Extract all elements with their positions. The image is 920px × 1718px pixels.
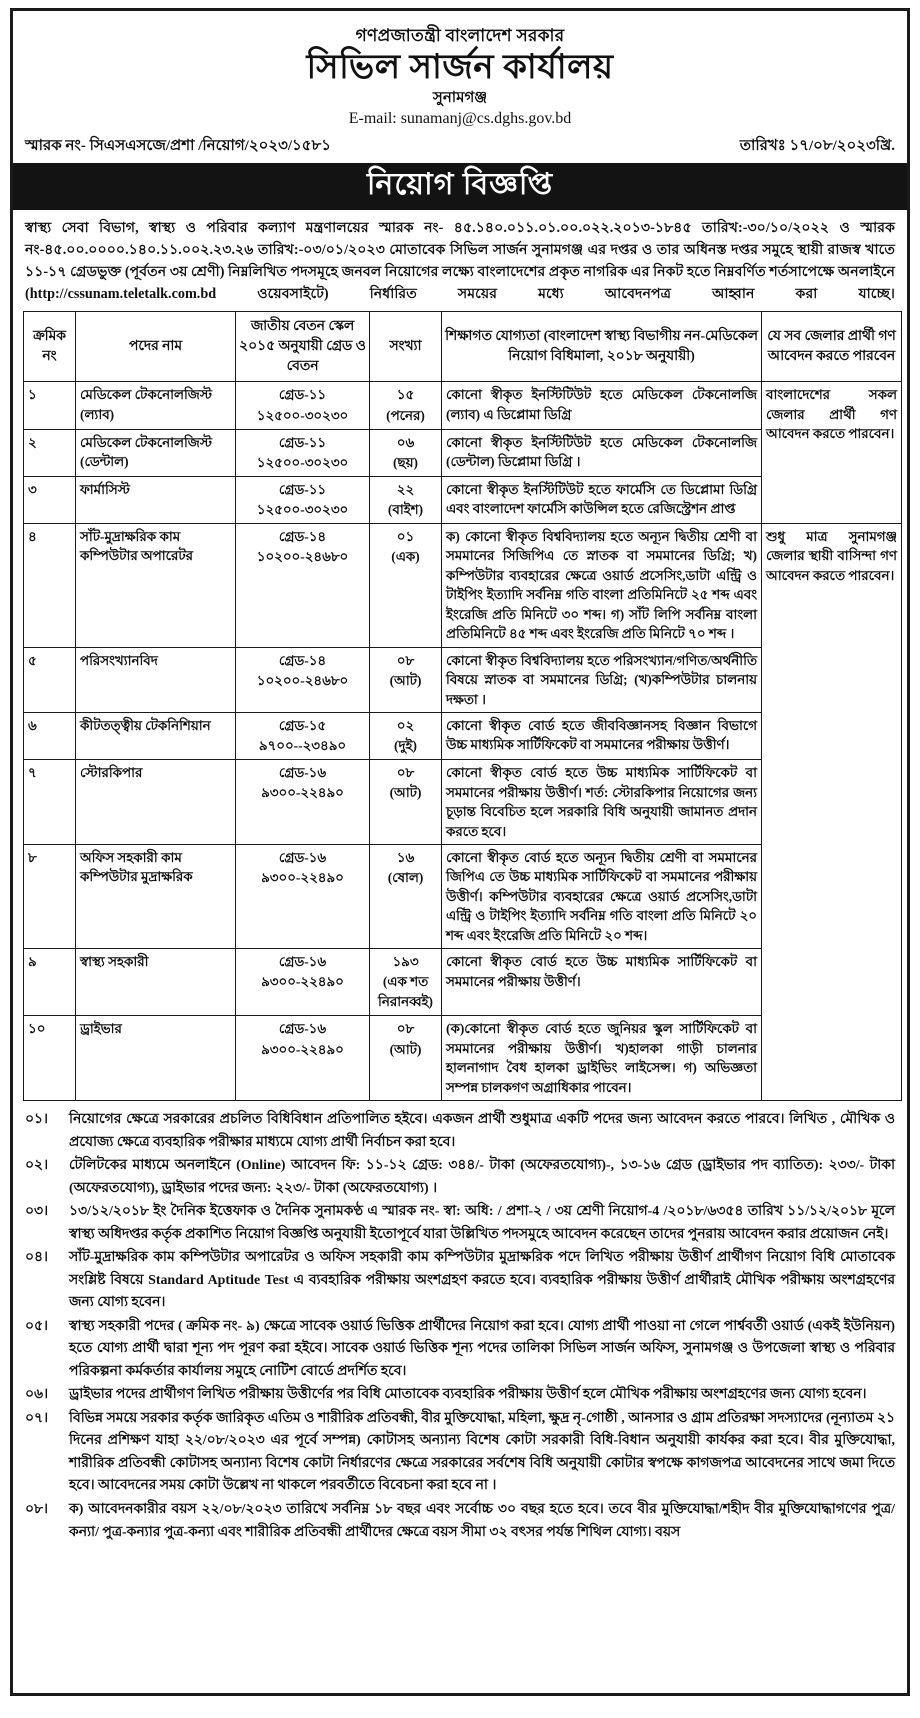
pay-range: ৯৭০০--২৩৪৯০	[258, 738, 347, 754]
cell-education: কোনো স্বীকৃত বোর্ড হতে উচ্চ মাধ্যমিক সার্টিফিকেট বা সমমানের পরীক্ষায় উত্তীর্ণ। শর্ত: স্টোরকিপার নিয়োগের জন্য চূড়ান্ত বিবেচিত হলে সরকারি বিধি অনুযায়ী জামানত প্রদান করতে হবে।	[442, 760, 762, 845]
memo-number: স্মারক নং- সিএসএসজে/প্রশা /নিয়োগ/২০২৩/১৫৮১	[25, 137, 331, 154]
memo-date: তারিখঃ ১৭/০৮/২০২৩খ্রি.	[739, 137, 895, 154]
note-text: ক) আবেদনকারীর বয়স ২২/০৮/২০২৩ তারিখে সর্বনিম্ন ১৮ বছর এবং সর্বোচ্চ ৩০ বছর হতে হবে। তবে বীর মুক্তিযোদ্ধা/শহীদ বীর মুক্তিযোদ্ধাগণের পুত্র/কন্যা/ পুত্র-কন্যার পুত্র-কন্যা এবং শারীরিক প্রতিবন্ধী প্রার্থীদের ক্ষেত্রে বয়স সীমা ৩২ বৎসর পর্যন্ত শিথিল যোগ্য। বয়স	[69, 1501, 895, 1540]
cell-pay-scale	[236, 382, 370, 429]
note-marker: ০৬।	[25, 1387, 49, 1403]
office-email: E-mail: sunamanj@cs.dghs.gov.bd	[348, 110, 572, 128]
cell-vacancy-count	[370, 760, 442, 845]
cell-vacancy-count	[370, 476, 442, 523]
note-text: বিভিন্ন সময়ে সরকার কর্তৃক জারিকৃত এতিম ও শারীরিক প্রতিবন্ধী, বীর মুক্তিযোদ্ধা, মহিলা, ক্ষুদ্র নৃ-গোষ্ঠী , আনসার ও গ্রাম প্রতিরক্ষা সদস্যাদের (নূন্যাতম ২১ দিনের প্রশিক্ষণ যাহা ২২/০৮/২০২৩ এর পূর্বে সম্পন্ন) কোটাসহ অন্যান্য বিশেষ কোটা সরকারী বিধি-বিধান অনুযায়ী কার্যকর করা হবে। বীর মুক্তিযোদ্ধা, শারীরিক প্রতিবন্ধী কোটাসহ অন্যান্য বিশেষ কোটা নির্ধারণের ক্ষেত্রে সরকারের সর্বশেষ বিধি অনুযায়ী কোটার স্বপক্ষে কাগজপত্র আবেদনের সাথে জমা দিতে হবে। আবেদনের সময় কোটা উল্লেখ না থাকলে পরবর্তীতে বিবেচনা করা হবে না ।	[69, 1410, 895, 1494]
cell-pay-scale	[236, 1016, 370, 1101]
note-marker: ০১।	[25, 1112, 49, 1128]
vacancy-number: ০৮	[396, 765, 415, 781]
vacancy-words: (আট)	[389, 785, 422, 801]
cell-vacancy-count	[370, 949, 442, 1016]
vacancy-table	[23, 311, 902, 1101]
vacancy-words: (এক)	[391, 549, 420, 565]
cell-vacancy-count	[370, 844, 442, 948]
cell-education: কোনো স্বীকৃত ইনস্টিটিউট হতে মেডিকেল টেকনোলজি (ডেন্টাল) ডিপ্লোমা ডিগ্রি ।	[442, 429, 762, 476]
pay-range: ৯৩০০-২২৪৯০	[261, 974, 344, 990]
pay-range: ৯৩০০-২২৪৯০	[261, 1041, 344, 1057]
cell-post-name: ড্রাইভার	[76, 1016, 236, 1101]
cell-vacancy-count	[370, 712, 442, 759]
cell-post-name: স্বাস্থ্য সহকারী	[76, 949, 236, 1016]
vacancy-words: (এক শত নিরানব্বই)	[378, 974, 433, 1010]
note-marker: ০৪।	[25, 1250, 49, 1266]
masthead	[23, 19, 897, 130]
cell-pay-scale	[236, 712, 370, 759]
pay-range: ১০২০০-২৪৬৮০	[256, 672, 349, 688]
vacancy-number: ১৬	[396, 849, 415, 865]
cell-serial: ১	[24, 382, 76, 429]
cell-serial: ৩	[24, 476, 76, 523]
th-vacancy-count: সংখ্যা	[370, 312, 442, 382]
cell-education: কোনো স্বীকৃত ইনস্টিটিউট হতে ফার্মেসি তে ডিপ্লোমা ডিগ্রি এবং বাংলাদেশ ফার্মেসি কাউন্সিল হতে রেজিস্ট্রেশন প্রাপ্ত	[442, 476, 762, 523]
vacancy-number: ০৮	[396, 1021, 415, 1037]
cell-post-name: স্টোরকিপার	[76, 760, 236, 845]
vacancy-words: (ছয়)	[393, 454, 418, 470]
vacancy-number: ০৬	[396, 434, 415, 450]
vacancy-number: ১৯৩	[392, 954, 419, 970]
vacancy-table-head	[24, 312, 902, 382]
cell-vacancy-count	[370, 647, 442, 712]
cell-education: কোনো স্বীকৃত বোর্ড হতে জীববিজ্ঞানসহ বিজ্ঞান বিভাগে উচ্চ মাধ্যমিক সার্টিফিকেট বা সমমানের পরীক্ষায় উত্তীর্ণ।	[442, 712, 762, 759]
cell-education: কোনো স্বীকৃত বিশ্ববিদ্যালয় হতে পরিসংখ্যান/গণিত/অর্থনীতি বিষয়ে স্নাতক বা সমমানের ডিগ্রি; (খ)কম্পিউটার চালনায় দক্ষতা ।	[442, 647, 762, 712]
cell-pay-scale	[236, 647, 370, 712]
note-text: টেলিটকের মাধ্যমে অনলাইনে (Online) আবেদন ফি: ১১-১২ গ্রেড: ৩৪৪/- টাকা (অফেরতযোগ্য)-, ১৩-১৬ গ্রেড (ড্রাইভার পদ ব্যাতিত): ২৩৩/- টাকা (অফেরতযোগ্য), ড্রাইভার পদের জন্য: ২২৩/- টাকা (অফেরতযোগ্য) ।	[69, 1158, 895, 1196]
conditions-list	[23, 1109, 897, 1544]
cell-education: (ক)কোনো স্বীকৃত বোর্ড হতে জুনিয়র স্কুল সার্টিফিকেট বা সমমানের পরীক্ষায় উত্তীর্ণ। খ)হালকা গাড়ী চালনার হালনাগাদ বৈধ হালকা ড্রাইভিং লাইসেন্স। গ) অভিজ্ঞতা সম্পন্ন চালকগণ অগ্রাধিকার পাবেন।	[442, 1016, 762, 1101]
cell-serial: ৫	[24, 647, 76, 712]
pay-grade: গ্রেড-১১	[278, 434, 327, 450]
th-district: যে সব জেলার প্রার্থী গণ আবেদন করতে পারবেন	[762, 312, 902, 382]
cell-education: ক) কোনো স্বীকৃত বিশ্ববিদ্যালয় হতে অন্যূন দ্বিতীয় শ্রেণী বা সমমানের সিজিপিএ তে স্নাতক বা সমমানের ডিগ্রি; খ) কম্পিউটার ব্যবহারের ক্ষেত্রে ওয়ার্ড প্রসেসিং,ডাটা এন্ট্রি ও টাইপিং ইত্যাদি সর্বনিম্ন গতি বাংলা প্রতিমিনিটে ২৫ শব্দ এবং ইংরেজি প্রতি মিনিটে ৩০ শব্দ। গ) সাঁট লিপি সর্বনিম্ন বাংলা প্রতিমিনিটে ৪৫ শব্দ এবং ইংরেজি প্রতি মিনিটে ৭০ শব্দ ।	[442, 524, 762, 648]
vacancy-number: ০২	[396, 717, 415, 733]
note-text: স্বাস্থ্য সহকারী পদের ( ক্রমিক নং- ৯) ক্ষেত্রে সাবেক ওয়ার্ড ভিত্তিক প্রার্থীদের নিয়োগ করা হবে। যোগ্য প্রার্থী পাওয়া না গেলে পার্শ্ববর্তী ওয়ার্ড (একই ইউনিয়ন) হতে যোগ্য প্রার্থী দ্বারা শূন্য পদ পূরণ করা হইবে। সাবেক ওয়ার্ড ভিত্তিক শূন্য পদের তালিকা সিভিল সার্জন অফিস, সুনামগঞ্জ ও উপজেলা স্বাস্থ্য ও পরিবার পরিকল্পনা কর্মকর্তার কার্যালয় সমুহে নোটিশ বোর্ডে প্রদর্শিত হবে।	[69, 1318, 895, 1379]
pay-grade: গ্রেড-১১	[278, 387, 327, 403]
cell-pay-scale	[236, 524, 370, 648]
vacancy-number: ০১	[396, 529, 415, 545]
government-line: গণপ্রজাতন্ত্রী বাংলাদেশ সরকার	[355, 26, 565, 45]
table-row	[24, 524, 902, 648]
pay-range: ৯৩০০-২২৪৯০	[261, 870, 344, 886]
cell-pay-scale	[236, 844, 370, 948]
pay-range: ১০২০০-২৪৬৮০	[256, 549, 349, 565]
vacancy-table-body	[24, 382, 902, 1101]
note-marker: ০৩।	[25, 1204, 49, 1220]
cell-post-name: মেডিকেল টেকনোলজিস্ট (ল্যাব)	[76, 382, 236, 429]
vacancy-words: (দুই)	[394, 738, 417, 754]
note-text: নিয়োগের ক্ষেত্রে সরকারের প্রচলিত বিধিবিধান প্রতিপালিত হইবে। একজন প্রার্থী শুধুমাত্র একটি পদের জন্য আবেদন করতে পারবে। লিখিত , মৌখিক ও প্রযোজ্য ক্ষেত্রে ব্যবহারিক পরীক্ষার মাধ্যমে যোগ্য প্রার্থী নির্বাচন করা হবে।	[69, 1112, 895, 1150]
pay-grade: গ্রেড-১৬	[278, 1021, 327, 1037]
cell-vacancy-count	[370, 429, 442, 476]
list-item	[25, 1247, 895, 1315]
cell-district: শুধু মাত্র সুনামগঞ্জ জেলার স্থায়ী বাসিন্দা গণ আবেদন করতে পারবেন।	[762, 524, 902, 1101]
vacancy-words: (আট)	[389, 1041, 422, 1057]
th-pay-scale: জাতীয় বেতন স্কেল ২০১৫ অনুযায়ী গ্রেড ও বেতন	[236, 312, 370, 382]
pay-range: ৯৩০০-২২৪৯০	[261, 785, 344, 801]
th-post-name: পদের নাম	[76, 312, 236, 382]
cell-education: কোনো স্বীকৃত ইনস্টিটিউট হতে মেডিকেল টেকনোলজি (ল্যাব) এ ডিপ্লোমা ডিগ্রি	[442, 382, 762, 429]
cell-serial: ২	[24, 429, 76, 476]
th-serial: ক্রমিক নং	[24, 312, 76, 382]
note-text: সাঁট-মুদ্রাক্ষরিক কাম কম্পিউটার অপারেটর ও অফিস সহকারী কাম কম্পিউটার মুদ্রাক্ষরিক পদে লিখিত পরীক্ষায় উত্তীর্ণ প্রার্থীগণ নিয়োগ বিধি মোতাবেক সংশ্লিষ্ট বিষয়ে Standard Aptitude Test এ ব্যবহারিক পরীক্ষায় অংশগ্রহণ করতে হবে। ব্যবহারিক পরীক্ষায় উত্তীর্ণ প্রার্থীরাই মৌখিক পরীক্ষায় অংশগ্রহণের জন্য যোগ্য হবেন।	[69, 1250, 895, 1311]
pay-grade: গ্রেড-১৬	[278, 849, 327, 865]
th-education: শিক্ষাগত যোগ্যতা (বাংলাদেশ স্বাস্থ্য বিভাগীয় নন-মেডিকেল নিয়োগ বিধিমালা, ২০১৮ অনুযায়ী)	[442, 312, 762, 382]
cell-post-name: অফিস সহকারী কাম কম্পিউটার মুদ্রাক্ষরিক	[76, 844, 236, 948]
pay-grade: গ্রেড-১৪	[278, 652, 327, 668]
note-marker: ০২।	[25, 1158, 49, 1174]
cell-post-name: ফার্মাসিস্ট	[76, 476, 236, 523]
cell-pay-scale	[236, 949, 370, 1016]
list-item	[25, 1408, 895, 1498]
cell-post-name: পরিসংখ্যানবিদ	[76, 647, 236, 712]
cell-education: কোনো স্বীকৃত বোর্ড হতে উচ্চ মাধ্যমিক সার্টিফিকেট বা সমমানের পরীক্ষায় উত্তীর্ণ।	[442, 949, 762, 1016]
cell-post-name: সাঁট-মুদ্রাক্ষরিক কাম কম্পিউটার অপারেটর	[76, 524, 236, 648]
vacancy-words: (ষোল)	[387, 870, 424, 886]
pay-range: ১২৫০০-৩০২৩০	[256, 407, 349, 423]
intro-paragraph: স্বাস্থ্য সেবা বিভাগ, স্বাস্থ্য ও পরিবার কল্যাণ মন্ত্রণালয়ের স্মারক নং- ৪৫.১৪০.০১১.০১.০০.০২২.২০১৩-১৮৪৫ তারিখ:-৩০/১০/২০২২ ও স্মারক নং-৪৫.০০.০০০০.১৪০.১১.০০২.২৩.২৬ তারিখ:-০৩/০১/২০২৩ মোতাবেক সিভিল সার্জন সুনামগঞ্জ এর দপ্তর ও তার অধিনস্ত দপ্তর সমুহে স্থায়ী রাজস্ব খাতে ১১-১৭ গ্রেডভুক্ত (পূর্বতন ৩য় শ্রেণী) নিম্নলিখিত পদসমূহে জনবল নিয়োগের লক্ষ্যে বাংলাদেশের প্রকৃত নাগরিক এর নিকট হতে নিম্নবর্ণিত শর্তসাপেক্ষে অনলাইনে (http://cssunam.teletalk.com.bd ওয়েবসাইটে) নির্ধারিত সময়ের মধ্যে আবেদনপত্র আহ্বান করা যাচ্ছে।	[25, 220, 895, 303]
cell-pay-scale	[236, 476, 370, 523]
cell-serial: ৯	[24, 949, 76, 1016]
vacancy-number: ০৮	[396, 652, 415, 668]
note-marker: ০৭।	[25, 1410, 49, 1426]
vacancy-words: (পনের)	[386, 407, 425, 423]
memo-row	[23, 134, 897, 163]
vacancy-number: ২২	[396, 481, 415, 497]
cell-serial: ১০	[24, 1016, 76, 1101]
cell-serial: ৬	[24, 712, 76, 759]
office-title: সিভিল সার্জন কার্যালয়	[306, 49, 614, 87]
cell-post-name: মেডিকেল টেকনোলজিস্ট (ডেন্টাল)	[76, 429, 236, 476]
cell-post-name: কীটতত্ত্বীয় টেকনিশিয়ান	[76, 712, 236, 759]
vacancy-number: ১৫	[396, 387, 415, 403]
cell-pay-scale	[236, 429, 370, 476]
office-district: সুনামগঞ্জ	[432, 90, 488, 107]
cell-serial: ৮	[24, 844, 76, 948]
pay-grade: গ্রেড-১৪	[278, 529, 327, 545]
cell-vacancy-count	[370, 524, 442, 648]
note-marker: ০৮।	[25, 1501, 49, 1517]
cell-education: কোনো স্বীকৃত বোর্ড হতে অন্যূন দ্বিতীয় শ্রেণী বা সমমানের জিপিএ তে উচ্চ মাধ্যমিক সার্টিফিকেট বা সমমানের পরীক্ষায় উত্তীর্ণ। কম্পিউটার ব্যবহারের ক্ষেত্রে ওয়ার্ড প্রসেসিং,ডাটা এন্ট্রি ও টাইপিং ইত্যাদি সর্বনিম্ন গতি বাংলা প্রতি মিনিটে ২০ শব্দ এবং ইংরেজি প্রতি মিনিটে ২০ শব্দ।	[442, 844, 762, 948]
list-item	[25, 1316, 895, 1384]
note-text: ১৩/১২/২০১৮ ইং দৈনিক ইত্তেফাক ও দৈনিক সুনামকণ্ঠ এ স্মারক নং- স্বা: অধি: / প্রশা-২ / ৩য় শ্রেণী নিয়োগ-4 /২০১৮/৬৩৫৪ তারিখ ১১/১২/২০১৮ মূলে স্বাস্থ্য অধিদপ্তর কর্তৃক প্রকাশিত নিয়োগ বিজ্ঞপ্তি অনুযায়ী ইতোপূর্বে যারা উল্লিখিত পদসমুহে আবেদন করেছেন তাদের পুনরায় আবেদন করার প্রয়োজন নেই।	[69, 1204, 895, 1242]
table-header-row	[24, 312, 902, 382]
cell-serial: ৭	[24, 760, 76, 845]
note-text: ড্রাইভার পদের প্রার্থীগণ লিখিত পরীক্ষায় উত্তীর্ণের পর বিধি মোতাবেক ব্যবহারিক পরীক্ষায় উত্তীর্ণ হলে মৌখিক পরীক্ষায় অংশগ্রহণের জন্য যোগ্য হবেন।	[69, 1387, 867, 1403]
cell-serial: ৪	[24, 524, 76, 648]
table-row	[24, 382, 902, 429]
vacancy-words: (বাইশ)	[387, 501, 424, 517]
pay-grade: গ্রেড-১৬	[278, 954, 327, 970]
pay-range: ১২৫০০-৩০২৩০	[256, 501, 349, 517]
pay-range: ১২৫০০-৩০২৩০	[256, 454, 349, 470]
vacancy-words: (আট)	[389, 672, 422, 688]
cell-vacancy-count	[370, 382, 442, 429]
cell-vacancy-count	[370, 1016, 442, 1101]
cell-pay-scale	[236, 760, 370, 845]
list-item	[25, 1155, 895, 1200]
list-item	[25, 1109, 895, 1154]
note-marker: ০৫।	[25, 1318, 49, 1334]
notice-banner: নিয়োগ বিজ্ঞপ্তি	[13, 163, 907, 211]
list-item	[25, 1499, 895, 1544]
pay-grade: গ্রেড-১৫	[278, 717, 327, 733]
pay-grade: গ্রেড-১৬	[278, 765, 327, 781]
list-item	[25, 1201, 895, 1246]
list-item	[25, 1384, 895, 1407]
document-border	[10, 8, 910, 1696]
cell-district: বাংলাদেশের সকল জেলার প্রার্থী গণ আবেদন করতে পারবেন।	[762, 382, 902, 524]
pay-grade: গ্রেড-১১	[278, 481, 327, 497]
